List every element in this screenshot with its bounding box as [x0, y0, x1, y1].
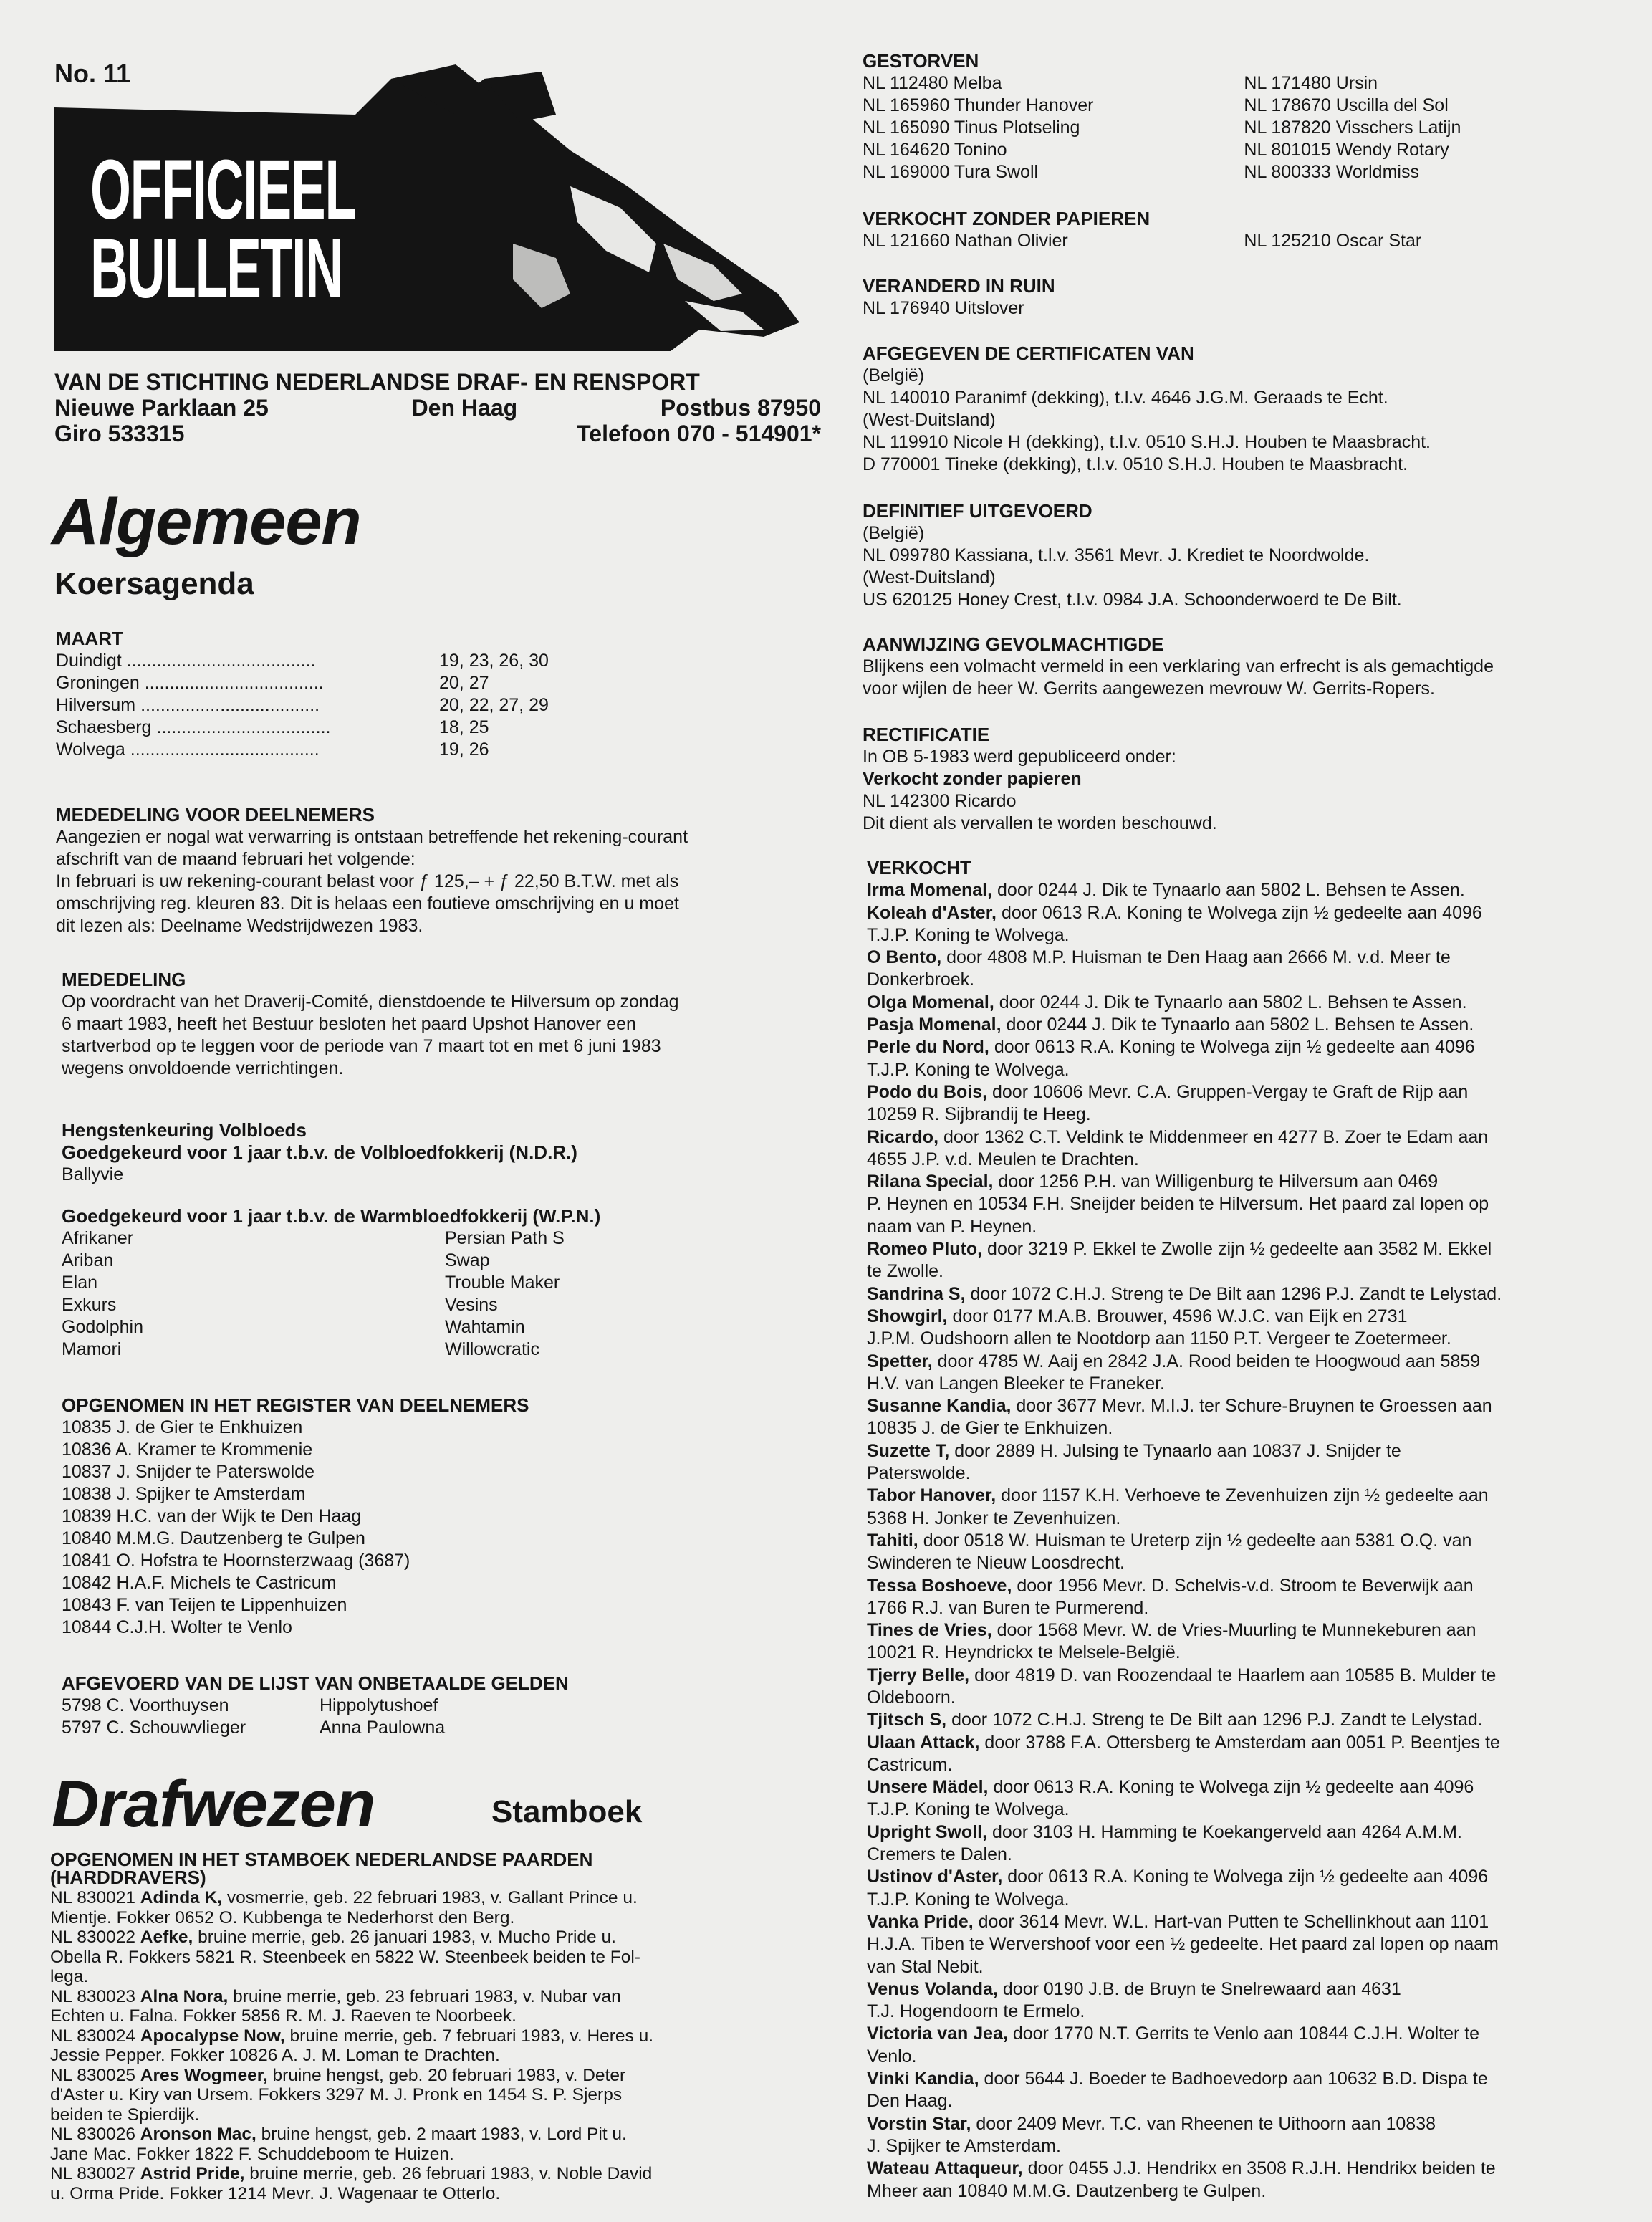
gestorven-item: NL 171480 Ursin	[1244, 73, 1378, 93]
gestorven-item: NL 164620 Tonino	[863, 140, 1007, 160]
verkocht-line: Paterswolde.	[867, 1463, 971, 1484]
city: Den Haag	[411, 395, 518, 421]
stamboek-line: beiden te Spierdijk.	[50, 2104, 200, 2125]
rect-title: RECTIFICATIE	[863, 724, 990, 745]
stamboek-list	[50, 1888, 824, 2203]
gestorven-left	[863, 72, 1244, 183]
verkocht-title: VERKOCHT	[867, 857, 971, 878]
mededeling	[62, 969, 828, 1080]
agenda-dates: 19, 23, 26, 30	[439, 651, 549, 671]
agenda-place: Groningen ....................................	[56, 673, 324, 693]
verkocht-line: T.J.P. Koning te Wolvega.	[867, 1799, 1070, 1820]
text-line: 6 maart 1983, heeft het Bestuur besloten het paard Upshot Hanover een	[62, 1014, 636, 1034]
veranderd-in-ruin	[863, 275, 1622, 320]
cert-list	[863, 365, 1622, 476]
koersagenda-title: Koersagenda	[54, 566, 254, 601]
verkocht-line: Ricardo, door 1362 C.T. Veldink te Middenmeer en 4277 B. Zoer te Edam aan	[867, 1126, 1489, 1147]
verkocht-line: Podo du Bois, door 10606 Mevr. C.A. Gruppen-Vergay te Graft de Rijp aan	[867, 1081, 1469, 1102]
register-item: 10838 J. Spijker te Amsterdam	[62, 1484, 306, 1504]
cert-line: (West-Duitsland)	[863, 410, 996, 430]
gestorven-columns	[863, 72, 1622, 183]
vzp-left: NL 121660 Nathan Olivier	[863, 231, 1068, 251]
afgevoerd-place: Anna Paulowna	[320, 1718, 446, 1738]
warmbloed-item: Willowcratic	[445, 1339, 539, 1359]
stamboek-line: NL 830025 Ares Wogmeer, bruine hengst, geb. 20 februari 1983, v. Deter	[50, 2065, 626, 2085]
def-line: NL 099780 Kassiana, t.l.v. 3561 Mevr. J. Krediet te Noordwolde.	[863, 545, 1370, 565]
mededeling-deelnemers	[56, 804, 830, 937]
verkocht-line: Oldeboorn.	[867, 1687, 956, 1708]
stamboek-line: u. Orma Pride. Fokker 1214 Mevr. J. Wagenaar te Otterlo.	[50, 2183, 501, 2203]
stamboek-line: Jane Mac. Fokker 1822 F. Schuddeboom te Huizen.	[50, 2144, 454, 2164]
stamboek-line: d'Aster u. Kiry van Ursem. Fokkers 3297 M. J. Pronk en 1454 S. P. Sjerps	[50, 2085, 623, 2104]
cert-line: D 770001 Tineke (dekking), t.l.v. 0510 S.H.J. Houben te Maasbracht.	[863, 454, 1408, 474]
agenda-place: Hilversum ....................................	[56, 695, 320, 715]
gestorven-item: NL 169000 Tura Swoll	[863, 162, 1039, 182]
afgevoerd-name: 5798 C. Voorthuysen	[62, 1695, 229, 1715]
masthead-title	[90, 143, 356, 316]
vzp-right: NL 125210 Oscar Star	[1244, 231, 1422, 251]
verkocht-line: Ulaan Attack, door 3788 F.A. Ottersberg te Amsterdam aan 0051 P. Beentjes te	[867, 1732, 1500, 1753]
mededeling-deelnemers-text	[56, 826, 830, 937]
masthead-logo	[54, 64, 814, 351]
verkocht-line: 1766 R.J. van Buren te Purmerend.	[867, 1597, 1149, 1618]
register-item: 10837 J. Snijder te Paterswolde	[62, 1462, 314, 1482]
verkocht-line: T.J.P. Koning te Wolvega.	[867, 1889, 1070, 1910]
warmbloed-columns	[62, 1227, 828, 1361]
verkocht-line: 10259 R. Sijbrandij te Heeg.	[867, 1104, 1091, 1125]
verkocht-line: Irma Momenal, door 0244 J. Dik te Tynaarlo aan 5802 L. Behsen te Assen.	[867, 880, 1465, 901]
register-item: 10842 H.A.F. Michels te Castricum	[62, 1573, 337, 1593]
verkocht-line: 5368 H. Jonker te Zevenhuizen.	[867, 1508, 1121, 1528]
cert-line: NL 119910 Nicole H (dekking), t.l.v. 0510 S.H.J. Houben te Maasbracht.	[863, 432, 1431, 452]
register-item: 10843 F. van Teijen te Lippenhuizen	[62, 1595, 347, 1615]
verkocht-line: H.V. van Langen Bleeker te Franeker.	[867, 1373, 1166, 1394]
text-line: In februari is uw rekening-courant belast voor ƒ 125,– + ƒ 22,50 B.T.W. met als	[56, 871, 679, 891]
agenda-list	[56, 650, 815, 761]
verkocht-line: T.J.P. Koning te Wolvega.	[867, 924, 1070, 945]
phone: Telefoon 070 - 514901*	[577, 421, 821, 446]
vzp-columns	[863, 230, 1622, 252]
aanwijzing	[863, 633, 1622, 700]
stamboek-line: NL 830023 Alna Nora, bruine merrie, geb. 23 februari 1983, v. Nubar van	[50, 1986, 621, 2006]
gestorven-item: NL 187820 Visschers Latijn	[1244, 118, 1461, 138]
rect-line2: Verkocht zonder papieren	[863, 769, 1082, 789]
stamboek-section-sub: (HARDDRAVERS)	[50, 1867, 206, 1888]
gestorven-item: NL 801015 Wendy Rotary	[1244, 140, 1449, 160]
afgevoerd-name: 5797 C. Schouwvlieger	[62, 1718, 246, 1738]
verkocht-line: Mheer aan 10840 M.M.G. Dautzenberg te Gulpen.	[867, 2180, 1267, 2201]
verkocht-line: Showgirl, door 0177 M.A.B. Brouwer, 4596 W.J.C. van Eijk en 2731	[867, 1306, 1408, 1326]
stamboek-line: Obella R. Fokkers 5821 R. Steenbeek en 5822 W. Steenbeek beiden te Fol-	[50, 1947, 640, 1967]
giro-row	[54, 421, 821, 446]
hengstenkeuring	[62, 1119, 828, 1186]
text-line: afschrift van de maand februari het volgende:	[56, 849, 416, 869]
verkocht-line: te Zwolle.	[867, 1261, 943, 1282]
warmbloed-item: Mamori	[62, 1339, 122, 1359]
verkocht-list	[867, 879, 1626, 2203]
aanw-text	[863, 656, 1622, 700]
definitief-uitgevoerd	[863, 500, 1622, 611]
gestorven	[863, 50, 1622, 183]
warmbloed-left	[62, 1227, 445, 1361]
verkocht-line: J. Spijker te Amsterdam.	[867, 2135, 1061, 2156]
publisher-name: VAN DE STICHTING NEDERLANDSE DRAF- EN RENSPORT	[54, 369, 700, 395]
publisher-block	[54, 369, 821, 446]
certificaten	[863, 343, 1622, 476]
verkocht-line: Swinderen te Nieuw Loosdrecht.	[867, 1553, 1125, 1574]
verkocht-line: Venus Volanda, door 0190 J.B. de Bruyn te Snelrewaard aan 4631	[867, 1978, 1401, 1999]
issue-number: No. 11	[54, 59, 131, 88]
stamboek-line: NL 830024 Apocalypse Now, bruine merrie, geb. 7 februari 1983, v. Heres u.	[50, 2026, 654, 2046]
verkocht-line: Romeo Pluto, door 3219 P. Ekkel te Zwolle zijn ½ gedeelte aan 3582 M. Ekkel	[867, 1239, 1492, 1260]
verkocht-line: Olga Momenal, door 0244 J. Dik te Tynaarlo aan 5802 L. Behsen te Assen.	[867, 992, 1467, 1012]
register-item: 10841 O. Hofstra te Hoornsterzwaag (3687)	[62, 1551, 410, 1571]
def-title: DEFINITIEF UITGEVOERD	[863, 500, 1092, 522]
verkocht-line: Ustinov d'Aster, door 0613 R.A. Koning te Wolvega zijn ½ gedeelte aan 4096	[867, 1867, 1489, 1887]
text-line: voor wijlen de heer W. Gerrits aangewezen mevrouw W. Gerrits-Ropers.	[863, 679, 1435, 699]
text-line: startverbod op te leggen voor de periode van 7 maart tot en met 6 juni 1983	[62, 1036, 661, 1056]
stamboek-line: lega.	[50, 1967, 89, 1986]
verkocht-line: Vorstin Star, door 2409 Mevr. T.C. van Rheenen te Uithoorn aan 10838	[867, 2113, 1436, 2134]
warmbloed-item: Elan	[62, 1273, 98, 1293]
masthead-title-line2: BULLETIN	[90, 221, 342, 316]
mededeling-text	[62, 991, 828, 1080]
month-label: MAART	[56, 628, 123, 649]
agenda-place: Wolvega ......................................	[56, 739, 320, 760]
rect-line3: NL 142300 Ricardo	[863, 791, 1017, 811]
verkocht-line: 4655 J.P. v.d. Meulen te Drachten.	[867, 1149, 1139, 1169]
stamboek-line: Echten u. Falna. Fokker 5856 R. M. J. Raeven te Noorbeek.	[50, 2006, 517, 2026]
verkocht-line: Tabor Hanover, door 1157 K.H. Verhoeve te Zevenhuizen zijn ½ gedeelte aan	[867, 1485, 1489, 1506]
verkocht-line: T.J. Hogendoorn te Ermelo.	[867, 2001, 1085, 2022]
address: Nieuwe Parklaan 25	[54, 395, 269, 421]
warmbloed-item: Ariban	[62, 1250, 114, 1270]
afgevoerd-row	[62, 1717, 828, 1739]
verkocht-line: 10021 R. Heyndrickx te Melsele-België.	[867, 1642, 1181, 1663]
hengsten-item: Ballyvie	[62, 1164, 124, 1184]
gestorven-item: NL 178670 Uscilla del Sol	[1244, 95, 1449, 115]
afgevoerd-row	[62, 1695, 828, 1717]
algemeen-title: Algemeen	[52, 485, 361, 558]
mededeling-deelnemers-title: MEDEDELING VOOR DEELNEMERS	[56, 804, 375, 825]
gestorven-item: NL 165960 Thunder Hanover	[863, 95, 1094, 115]
verkocht-line: Susanne Kandia, door 3677 Mevr. M.I.J. ter Schure-Bruynen te Groessen aan	[867, 1396, 1492, 1417]
verkocht-line: Venlo.	[867, 2046, 917, 2067]
stamboek-title: Stamboek	[491, 1794, 643, 1829]
register-item: 10836 A. Kramer te Krommenie	[62, 1440, 313, 1460]
afgevoerd-place: Hippolytushoef	[320, 1695, 438, 1715]
register-deelnemers	[62, 1394, 828, 1639]
verkocht-line: Tines de Vries, door 1568 Mevr. W. de Vries-Muurling te Munnekeburen aan	[867, 1620, 1476, 1641]
agenda-dates: 20, 27	[439, 673, 489, 693]
verkocht-line: Pasja Momenal, door 0244 J. Dik te Tynaarlo aan 5802 L. Behsen te Assen.	[867, 1015, 1474, 1035]
warmbloed-title: Goedgekeurd voor 1 jaar t.b.v. de Warmbloedfokkerij (W.P.N.)	[62, 1205, 601, 1227]
drafwezen-title: Drafwezen	[52, 1768, 375, 1841]
gestorven-item: NL 112480 Melba	[863, 73, 1002, 93]
register-title: OPGENOMEN IN HET REGISTER VAN DEELNEMERS	[62, 1394, 529, 1416]
verkocht-line: Perle du Nord, door 0613 R.A. Koning te Wolvega zijn ½ gedeelte aan 4096	[867, 1037, 1475, 1058]
warmbloed-item: Wahtamin	[445, 1317, 525, 1337]
verkocht-line: Wateau Attaqueur, door 0455 J.J. Hendrikx en 3508 R.J.H. Hendrikx beiden te	[867, 2158, 1496, 2179]
register-item: 10835 J. de Gier te Enkhuizen	[62, 1417, 303, 1437]
def-list	[863, 522, 1622, 611]
verkocht-line: Den Haag.	[867, 2091, 953, 2112]
cert-title: AFGEGEVEN DE CERTIFICATEN VAN	[863, 343, 1194, 364]
verkocht-zonder-papieren	[863, 208, 1622, 252]
register-item: 10839 H.C. van der Wijk te Den Haag	[62, 1506, 362, 1526]
cert-line: NL 140010 Paranimf (dekking), t.l.v. 4646 J.G.M. Geraads te Echt.	[863, 388, 1388, 408]
warmbloed-item: Vesins	[445, 1295, 498, 1315]
stamboek-line: Mientje. Fokker 0652 O. Kubbenga te Nederhorst den Berg.	[50, 1907, 515, 1928]
warmbloed-item: Afrikaner	[62, 1228, 134, 1248]
hengsten-subtitle: Goedgekeurd voor 1 jaar t.b.v. de Volbloedfokkerij (N.D.R.)	[62, 1141, 577, 1163]
verkocht-line: Tjerry Belle, door 4819 D. van Roozendaal te Haarlem aan 10585 B. Mulder te	[867, 1665, 1497, 1685]
verkocht-line: Donkerbroek.	[867, 969, 975, 990]
stamboek-section-title: OPGENOMEN IN HET STAMBOEK NEDERLANDSE PAARDEN	[50, 1849, 593, 1870]
verkocht-line: Cremers te Dalen.	[867, 1844, 1012, 1865]
afgevoerd-list	[62, 1695, 828, 1739]
verkocht-line: Upright Swoll, door 3103 H. Hamming te Koekangerveld aan 4264 A.M.M.	[867, 1821, 1462, 1842]
agenda-dates: 20, 22, 27, 29	[439, 695, 549, 715]
verkocht-line: H.J.A. Tiben te Wervershoof voor een ½ gedeelte. Het paard zal lopen op naam	[867, 1934, 1499, 1955]
stamboek-line: Jessie Pepper. Fokker 10826 A. J. M. Loman te Drachten.	[50, 2046, 500, 2065]
verkocht-line: T.J.P. Koning te Wolvega.	[867, 1059, 1070, 1080]
warmbloed-item: Exkurs	[62, 1295, 117, 1315]
vzp-title: VERKOCHT ZONDER PAPIEREN	[863, 208, 1151, 229]
stamboek-header	[50, 1849, 824, 1889]
verkocht-line: Sandrina S, door 1072 C.H.J. Streng te De Bilt aan 1296 P.J. Zandt te Lelystad.	[867, 1283, 1502, 1304]
koersagenda	[56, 628, 815, 761]
text-line: wegens onvoldoende verrichtingen.	[62, 1058, 344, 1078]
aanw-title: AANWIJZING GEVOLMACHTIGDE	[863, 633, 1164, 655]
agenda-row	[56, 717, 815, 739]
agenda-row	[56, 739, 815, 761]
agenda-dates: 19, 26	[439, 739, 489, 760]
verkocht-line: Tahiti, door 0518 W. Huisman te Ureterp zijn ½ gedeelte aan 5381 O.Q. van	[867, 1530, 1472, 1551]
verkocht-line: Tessa Boshoeve, door 1956 Mevr. D. Schelvis-v.d. Stroom te Beverwijk aan	[867, 1575, 1474, 1596]
agenda-row	[56, 650, 815, 672]
warmbloed-item: Godolphin	[62, 1317, 143, 1337]
warmbloed-item: Swap	[445, 1250, 490, 1270]
ruin-item: NL 176940 Uitslover	[863, 298, 1024, 318]
verkocht-line: naam van P. Heynen.	[867, 1216, 1037, 1237]
verkocht-line: Koleah d'Aster, door 0613 R.A. Koning te Wolvega zijn ½ gedeelte aan 4096	[867, 902, 1482, 923]
agenda-row	[56, 672, 815, 694]
verkocht-line: P. Heynen en 10534 F.H. Sneijder beiden te Hilversum. Het paard zal lopen op	[867, 1194, 1489, 1215]
rect-line1: In OB 5-1983 werd gepubliceerd onder:	[863, 747, 1176, 767]
verkocht-line: Unsere Mädel, door 0613 R.A. Koning te Wolvega zijn ½ gedeelte aan 4096	[867, 1777, 1474, 1798]
register-item: 10844 C.J.H. Wolter te Venlo	[62, 1617, 292, 1637]
verkocht-line: van Stal Nebit.	[867, 1956, 984, 1977]
rectificatie	[863, 724, 1622, 835]
verkocht-line: Victoria van Jea, door 1770 N.T. Gerrits te Venlo aan 10844 C.J.H. Wolter te	[867, 2024, 1480, 2044]
verkocht-line: Vanka Pride, door 3614 Mevr. W.L. Hart-van Putten te Schellinkhout aan 1101	[867, 1911, 1489, 1932]
stamboek-line: NL 830027 Astrid Pride, bruine merrie, geb. 26 februari 1983, v. Noble David	[50, 2164, 653, 2183]
warmbloed-right	[445, 1227, 828, 1361]
ruin-title: VERANDERD IN RUIN	[863, 275, 1055, 297]
afgevoerd-title: AFGEVOERD VAN DE LIJST VAN ONBETAALDE GELDEN	[62, 1672, 569, 1694]
agenda-place: Schaesberg ...................................	[56, 717, 331, 737]
warmbloed-item: Trouble Maker	[445, 1273, 560, 1293]
register-item: 10840 M.M.G. Dautzenberg te Gulpen	[62, 1528, 365, 1548]
gestorven-right	[1244, 72, 1622, 183]
agenda-row	[56, 694, 815, 717]
text-line: Aangezien er nogal wat verwarring is ontstaan betreffende het rekening-courant	[56, 827, 688, 847]
stamboek-line: NL 830021 Adinda K, vosmerrie, geb. 22 februari 1983, v. Gallant Prince u.	[50, 1888, 638, 1907]
verkocht-line: O Bento, door 4808 M.P. Huisman te Den Haag aan 2666 M. v.d. Meer te	[867, 947, 1451, 968]
afgevoerd	[62, 1672, 828, 1739]
gestorven-item: NL 800333 Worldmiss	[1244, 162, 1419, 182]
verkocht-line: Spetter, door 4785 W. Aaij en 2842 J.A. Rood beiden te Hoogwoud aan 5859	[867, 1351, 1481, 1371]
warmbloed	[62, 1205, 828, 1361]
text-line: omschrijving reg. kleuren 83. Dit is helaas een foutieve omschrijving en u moet	[56, 894, 679, 914]
stamboek-line: NL 830026 Aronson Mac, bruine hengst, geb. 2 maart 1983, v. Lord Pit u.	[50, 2125, 627, 2144]
agenda-place: Duindigt ......................................	[56, 651, 316, 671]
verkocht-line: Vinki Kandia, door 5644 J. Boeder te Badhoevedorp aan 10632 B.D. Dispa te	[867, 2069, 1488, 2089]
text-line: Blijkens een volmacht vermeld in een verklaring van erfrecht is als gemachtigde	[863, 656, 1494, 676]
def-line: (België)	[863, 523, 925, 543]
gestorven-item: NL 165090 Tinus Plotseling	[863, 118, 1080, 138]
verkocht-line: 10835 J. de Gier te Enkhuizen.	[867, 1418, 1113, 1439]
verkocht	[867, 857, 1626, 2203]
def-line: US 620125 Honey Crest, t.l.v. 0984 J.A. Schoonderwoerd te De Bilt.	[863, 590, 1402, 610]
verkocht-line: J.P.M. Oudshoorn allen te Nootdorp aan 1150 P.T. Vergeer te Zoetermeer.	[867, 1328, 1451, 1349]
giro: Giro 533315	[54, 421, 185, 446]
postbus: Postbus 87950	[660, 395, 821, 421]
verkocht-line: Suzette T, door 2889 H. Julsing te Tynaarlo aan 10837 J. Snijder te	[867, 1440, 1401, 1461]
warmbloed-item: Persian Path S	[445, 1228, 565, 1248]
def-line: (West-Duitsland)	[863, 568, 996, 588]
address-row	[54, 395, 821, 421]
rect-line4: Dit dient als vervallen te worden beschouwd.	[863, 813, 1217, 833]
verkocht-line: Tjitsch S, door 1072 C.H.J. Streng te De Bilt aan 1296 P.J. Zandt te Lelystad.	[867, 1710, 1483, 1730]
stamboek-line: NL 830022 Aefke, bruine merrie, geb. 26 januari 1983, v. Mucho Pride u.	[50, 1928, 616, 1947]
text-line: Op voordracht van het Draverij-Comité, dienstdoende te Hilversum op zondag	[62, 992, 679, 1012]
gestorven-title: GESTORVEN	[863, 50, 979, 72]
agenda-dates: 18, 25	[439, 717, 489, 737]
verkocht-line: Rilana Special, door 1256 P.H. van Willigenburg te Hilversum aan 0469	[867, 1172, 1439, 1192]
hengsten-title: Hengstenkeuring Volbloeds	[62, 1119, 307, 1141]
verkocht-line: Castricum.	[867, 1754, 953, 1775]
register-list	[62, 1417, 828, 1639]
mededeling-title: MEDEDELING	[62, 969, 186, 990]
masthead-title-line1: OFFICIEEL	[90, 143, 356, 237]
cert-line: (België)	[863, 365, 925, 386]
text-line: dit lezen als: Deelname Wedstrijdwezen 1983.	[56, 916, 423, 936]
